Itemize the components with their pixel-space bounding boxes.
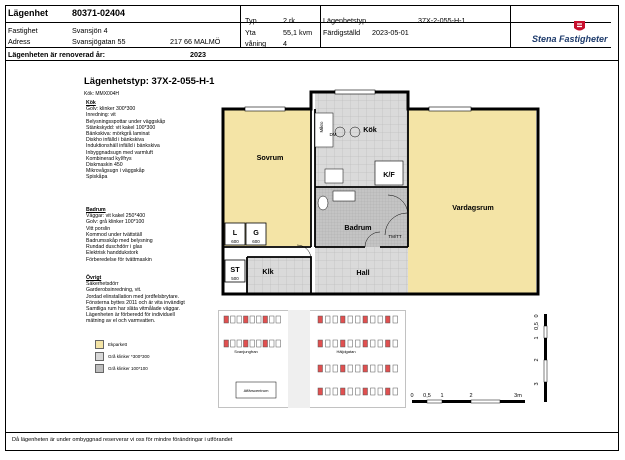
scale-right-1: 0,5 — [534, 322, 540, 330]
legend-swatch-0 — [95, 340, 104, 349]
parking-car-icon — [378, 365, 383, 372]
parking-car-icon — [333, 388, 338, 395]
parking-car-icon — [371, 365, 376, 372]
spec-kok-line: Induktionshäll infälld i bänkskiva — [86, 143, 160, 150]
parking-car-icon — [386, 365, 391, 372]
spec-kok-line: Diskmaskin 450 — [86, 162, 123, 169]
parking-car-icon — [326, 365, 331, 372]
logo-text: Stena Fastigheter — [532, 34, 608, 44]
label-typ: Typ — [245, 16, 257, 25]
postort: 217 66 MALMÖ — [170, 37, 221, 46]
spec-kok — [86, 100, 216, 181]
typ: 2 rk — [283, 16, 295, 25]
spec-kok-line: Diskho infälld i bänkskiva — [86, 137, 144, 144]
parking-car-icon — [363, 316, 368, 323]
fastighet: Svansjön 4 — [72, 26, 108, 35]
parking-car-icon — [341, 365, 346, 372]
spec-ovrigt-line: Garderobsinredning, vit. — [86, 287, 142, 294]
parking-car-icon — [393, 316, 398, 323]
renoverad-ar: 2023 — [190, 50, 206, 59]
parking-car-icon — [356, 365, 361, 372]
vardagsrum-floor — [408, 109, 536, 294]
parking-car-icon — [348, 316, 353, 323]
spec-badrum-line: Rundad duschdörr i glas — [86, 244, 143, 251]
scale-right-4: 3 — [534, 382, 540, 386]
parking-car-icon — [348, 388, 353, 395]
parking-car-icon — [276, 316, 281, 323]
legend-swatch-2 — [95, 364, 104, 373]
spec-ovrigt — [86, 275, 226, 325]
parking-car-icon — [231, 316, 236, 323]
parking-car-icon — [371, 340, 376, 347]
parking-car-icon — [363, 340, 368, 347]
parking-car-icon — [250, 340, 255, 347]
spec-ovrigt-line: Säkerhetsdörr — [86, 281, 119, 288]
spec-badrum-line: Vitt porslin — [86, 225, 111, 232]
room-vardagsrum: Vardagsrum — [452, 203, 494, 212]
parking-car-icon — [270, 316, 275, 323]
parking-car-icon — [257, 316, 262, 323]
parking-car-icon — [386, 388, 391, 395]
parking-car-icon — [356, 388, 361, 395]
parking-car-icon — [393, 340, 398, 347]
label-vaning: våning — [245, 39, 267, 48]
adress: Svansjögatan 55 — [72, 37, 126, 46]
label-adress: Adress — [8, 37, 31, 46]
spec-kok-line: Bänkskiva: mörkgrå laminat — [86, 131, 150, 138]
stena-logo-icon — [573, 20, 586, 33]
parking-car-icon — [378, 316, 383, 323]
spec-badrum-line: Förberedelse för tvättmaskin — [86, 256, 152, 263]
plan-title: Lägenhetstyp: 37X-2-055-H-1 — [84, 76, 215, 87]
scale-right-2: 1 — [534, 336, 540, 340]
wardrobe-g: G — [253, 228, 259, 237]
label-lagenhetstyp: Lägenhetstyp — [323, 16, 367, 25]
room-dm: DM — [329, 132, 337, 137]
spec-badrum-line: Väggar: vit kakel 250*400 — [86, 213, 146, 220]
wardrobe-st: ST — [230, 265, 240, 274]
wardrobe-l: L — [232, 228, 238, 237]
parking-car-icon — [257, 340, 262, 347]
room-kf: K/F — [383, 170, 395, 179]
parking-car-icon — [393, 388, 398, 395]
parking-car-icon — [356, 340, 361, 347]
spec-badrum-line: Elektrisk handdukstork — [86, 250, 139, 257]
floor-plan — [215, 85, 545, 310]
lagenhetstyp: 37X-2-055-H-1 — [418, 16, 466, 25]
parking-car-icon — [333, 365, 338, 372]
vaning: 4 — [283, 39, 287, 48]
legend-label-0: Ekparkett — [108, 342, 128, 347]
footer-note: Då lägenheten är under ombyggnad reserverar vi oss för mindre förändringar i utförandet — [12, 437, 233, 443]
spec-badrum-line: Badrumsskåp med belysning — [86, 238, 153, 245]
spec-ovrigt-line: Jordad elinstallation med jordfelsbrytare. — [86, 293, 180, 300]
site-label-left: Svanjungfran — [234, 349, 258, 354]
label-fastighet: Fastighet — [8, 26, 38, 35]
spec-ovrigt-heading: Övrigt — [86, 275, 102, 281]
spec-ovrigt-line: Fönsterna byttes 2011 och är vita invändigt — [86, 299, 185, 306]
parking-car-icon — [378, 388, 383, 395]
label-renoverad: Lägenheten är renoverad år: — [8, 50, 106, 59]
parking-car-icon — [371, 388, 376, 395]
parking-car-icon — [333, 340, 338, 347]
parking-car-icon — [341, 340, 346, 347]
parking-car-icon — [237, 340, 242, 347]
parking-car-icon — [386, 340, 391, 347]
spec-kok-line: Kombinerad kyl/frys — [86, 155, 132, 162]
label-fardigstalld: Färdigställd — [323, 28, 361, 37]
scale-bottom-1: 0,5 — [423, 393, 431, 399]
spec-kok-line: Stänkskydd: vit kakel 100*300 — [86, 124, 156, 131]
spec-kok-line: Belysningsspottar under väggskåp — [86, 118, 166, 125]
room-hall: Hall — [356, 268, 370, 277]
scale-bottom-2: 1 — [440, 393, 444, 399]
parking-car-icon — [318, 365, 323, 372]
scale-bottom-3: 2 — [469, 393, 473, 399]
legend-label-2: Grå klinker 100*100 — [108, 366, 148, 371]
spec-badrum-line: Kommod under tvättställ — [86, 231, 142, 238]
site-label-right: Häljdgatan — [336, 349, 356, 354]
room-sovrum: Sovrum — [256, 153, 284, 162]
parking-car-icon — [263, 340, 268, 347]
room-klk: Klk — [262, 267, 274, 276]
parking-car-icon — [326, 340, 331, 347]
parking-car-icon — [356, 316, 361, 323]
scale-right-3: 2 — [534, 358, 540, 362]
parking-car-icon — [363, 388, 368, 395]
parking-car-icon — [318, 340, 323, 347]
parking-car-icon — [270, 340, 275, 347]
spec-badrum — [86, 207, 216, 263]
parking-car-icon — [250, 316, 255, 323]
lagenhet-nr: 80371-02404 — [72, 8, 126, 18]
parking-car-icon — [237, 316, 242, 323]
parking-car-icon — [341, 316, 346, 323]
yta: 55,1 kvm — [283, 28, 313, 37]
parking-car-icon — [224, 316, 229, 323]
spec-ovrigt-line: Samtliga rum har släta vitmålade väggar. — [86, 306, 180, 313]
parking-car-icon — [363, 365, 368, 372]
wardrobe-l-size: 600 — [231, 239, 239, 244]
parking-car-icon — [263, 316, 268, 323]
label-yta: Yta — [245, 28, 256, 37]
parking-car-icon — [244, 340, 249, 347]
parking-car-icon — [326, 388, 331, 395]
parking-car-icon — [393, 365, 398, 372]
wardrobe-st-size: 500 — [231, 276, 239, 281]
scale-bar-bottom — [408, 385, 532, 413]
spec-kok-line: Inbyggnadsugn med varmluft — [86, 149, 153, 156]
parking-car-icon — [386, 316, 391, 323]
spec-kok-heading: Kök — [86, 100, 96, 106]
parking-car-icon — [341, 388, 346, 395]
room-tm-tt: TM/TT — [388, 234, 402, 239]
parking-car-icon — [378, 340, 383, 347]
spec-kok-line: Golv: klinker 300*300 — [86, 106, 136, 113]
parking-car-icon — [318, 388, 323, 395]
parking-car-icon — [348, 365, 353, 372]
room-mikro: Mikro — [319, 121, 324, 133]
parking-car-icon — [371, 316, 376, 323]
spec-ovrigt-line: Lägenheten är förberedd för individuell — [86, 312, 175, 319]
spec-kok-line: Spiskåpa — [86, 174, 108, 181]
parking-car-icon — [224, 340, 229, 347]
spec-kok-line: Mikrovågsugn i väggskåp — [86, 168, 145, 175]
parking-car-icon — [318, 316, 323, 323]
spec-kok-line: Inredning: vit — [86, 112, 116, 119]
parking-car-icon — [326, 316, 331, 323]
parking-car-icon — [276, 340, 281, 347]
plan-code: Kök: MMX004H — [84, 91, 120, 97]
site-label-bottom: Affärscentrum — [243, 388, 269, 393]
legend-label-1: Grå klinker *300*300 — [108, 354, 150, 359]
parking-car-icon — [244, 316, 249, 323]
scale-right-0: 0 — [534, 314, 540, 318]
klk-floor — [247, 257, 311, 294]
room-badrum: Badrum — [344, 223, 372, 232]
label-lagenhet: Lägenhet — [8, 8, 49, 18]
scale-bar-right — [532, 312, 550, 404]
spec-ovrigt-line: mätning av el och varmvatten. — [86, 318, 156, 325]
spec-badrum-heading: Badrum — [86, 207, 106, 213]
site-map — [218, 310, 406, 408]
parking-car-icon — [333, 316, 338, 323]
scale-bottom-4: 3m — [514, 393, 522, 399]
room-kok: Kök — [363, 125, 377, 134]
wardrobe-g-size: 600 — [252, 239, 260, 244]
parking-car-icon — [348, 340, 353, 347]
fardigstalld: 2023-05-01 — [372, 28, 409, 37]
scale-bottom-0: 0 — [410, 393, 414, 399]
spec-badrum-line: Golv: grå klinker 100*100 — [86, 219, 145, 226]
legend-swatch-1 — [95, 352, 104, 361]
parking-car-icon — [231, 340, 236, 347]
